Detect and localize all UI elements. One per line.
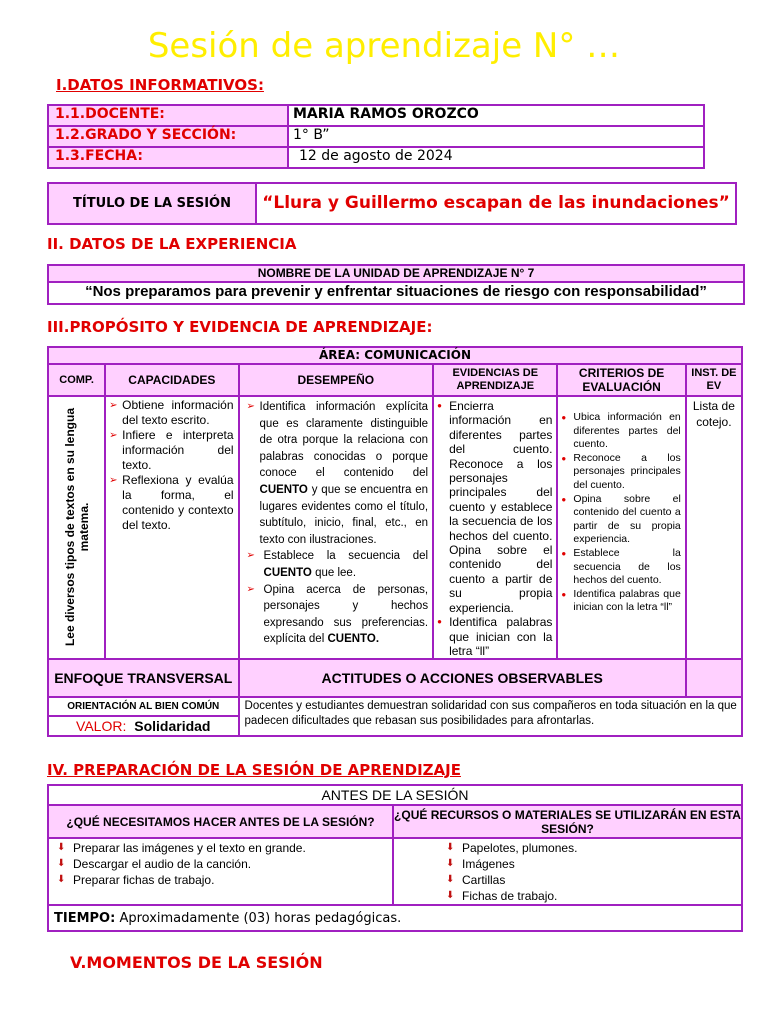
acciones-cell — [48, 838, 393, 905]
desempeno-item: ➢ Identifica información explícita que es claramente distinguible de otra porque la relaciona con palabras conocidas o porque conoce el contenido del CUENTO y que se encuentra en lugares evidentes como el título, subtítulo, inicio, final, etc., en texto con ilustraciones. — [247, 399, 429, 548]
capacidades-cell — [105, 396, 238, 659]
evidencia-item: ● Identifica palabras que inician con la letra “ll” — [437, 615, 552, 658]
header-comp: COMP. — [48, 364, 105, 396]
recurso-item: ⬇ Papelotes, plumones. — [438, 840, 741, 856]
enfoque-label: ENFOQUE TRANSVERSAL — [48, 659, 239, 697]
header-evidencias: EVIDENCIAS DE APRENDIZAJE — [433, 364, 557, 396]
tiempo-value: Aproximadamente (03) horas pedagógicas. — [115, 910, 402, 926]
desempeno-cell — [239, 396, 434, 659]
section-datos-experiencia: II. DATOS DE LA EXPERIENCIA — [47, 235, 297, 253]
evidencia-item: ● Encierra información en diferentes partes del cuento. Reconoce a los personajes principales del cuento y establece la secuencia de los hechos del cuento. Opina sobre el contenido del cuento a partir de su propia experiencia. — [437, 399, 552, 615]
preparacion-table — [47, 784, 743, 932]
actitud-descripcion: Docentes y estudiantes demuestran solidaridad con sus compañeros en toda situación en la que padecen dificultades que rebasan sus posibilidades para afrontarlas. — [239, 697, 742, 736]
criterio-item: ● Ubica información en diferentes partes del cuento. — [561, 411, 680, 452]
proposito-table — [47, 346, 743, 737]
criterio-item: ● Reconoce a los personajes principales del cuento. — [561, 452, 680, 493]
unidad-value: “Nos preparamos para prevenir y enfrentar situaciones de riesgo con responsabilidad” — [48, 282, 744, 304]
header-instrumento: INST. DE EV — [686, 364, 742, 396]
enfoque-empty — [686, 659, 742, 697]
capacidad-item: ➢ Infiere e interpreta información del texto. — [109, 428, 233, 473]
desempeno-item: ➢ Opina acerca de personas, personajes y hechos expresando sus preferencias. explícita del CUENTO. — [247, 582, 429, 648]
criterio-item: ● Establece la secuencia de los hechos del cuento. — [561, 547, 680, 588]
desempeno-item: ➢ Establece la secuencia del CUENTO que lee. — [247, 548, 429, 581]
grado-label: 1.2.GRADO Y SECCIÓN: — [48, 126, 288, 147]
capacidad-item: ➢ Reflexiona y evalúa la forma, el contenido y contexto del texto. — [109, 473, 233, 533]
header-desempeno: DESEMPEÑO — [239, 364, 434, 396]
docente-label: 1.1.DOCENTE: — [48, 105, 288, 126]
actitudes-label: ACTITUDES O ACCIONES OBSERVABLES — [239, 659, 686, 697]
titulo-table — [47, 182, 737, 225]
antes-header: ANTES DE LA SESIÓN — [48, 785, 742, 805]
recursos-cell — [393, 838, 742, 905]
valor-label: VALOR: — [76, 718, 127, 735]
fecha-value: 12 de agosto de 2024 — [288, 147, 704, 168]
competencia-cell — [48, 396, 105, 659]
header-capacidades: CAPACIDADES — [105, 364, 238, 396]
evidencias-cell — [433, 396, 557, 659]
competencia-text: Lee diversos tipos de textos en su lengua matema. — [63, 407, 91, 647]
area-header: ÁREA: COMUNICACIÓN — [48, 347, 742, 364]
unidad-label: NOMBRE DE LA UNIDAD DE APRENDIZAJE N° 7 — [48, 265, 744, 282]
orientacion-label: ORIENTACIÓN AL BIEN COMÚN — [48, 697, 239, 716]
section-datos-informativos: I.DATOS INFORMATIVOS: — [56, 76, 264, 94]
accion-item: ⬇ Descargar el audio de la canción. — [49, 856, 392, 872]
fecha-label: 1.3.FECHA: — [48, 147, 288, 168]
criterio-item: ● Identifica palabras que inician con la letra “ll” — [561, 588, 680, 615]
capacidad-item: ➢ Obtiene información del texto escrito. — [109, 398, 233, 428]
criterios-cell — [557, 396, 685, 659]
accion-item: ⬇ Preparar las imágenes y el texto en grande. — [49, 840, 392, 856]
section-proposito: III.PROPÓSITO Y EVIDENCIA DE APRENDIZAJE: — [47, 318, 433, 336]
tiempo-label: TIEMPO: — [54, 910, 116, 926]
grado-value: 1° B” — [288, 126, 704, 147]
valor-value: Solidaridad — [134, 718, 211, 735]
docente-value: MARIA RAMOS OROZCO — [288, 105, 704, 126]
section-momentos: V.MOMENTOS DE LA SESIÓN — [70, 953, 323, 972]
recurso-item: ⬇ Fichas de trabajo. — [438, 888, 741, 904]
recurso-item: ⬇ Imágenes — [438, 856, 741, 872]
question-recursos: ¿QUÉ RECURSOS O MATERIALES SE UTILIZARÁN EN ESTA SESIÓN? — [393, 805, 742, 838]
page-title: Sesión de aprendizaje N° … — [147, 26, 621, 66]
criterio-item: ● Opina sobre el contenido del cuento a partir de su propia experiencia. — [561, 493, 680, 547]
titulo-label: TÍTULO DE LA SESIÓN — [48, 183, 256, 224]
valor-cell — [48, 716, 239, 736]
instrumento-cell: Lista de cotejo. — [686, 396, 742, 659]
unidad-table — [47, 264, 745, 305]
section-preparacion: IV. PREPARACIÓN DE LA SESIÓN DE APRENDIZAJE — [47, 761, 461, 779]
question-antes: ¿QUÉ NECESITAMOS HACER ANTES DE LA SESIÓN? — [48, 805, 393, 838]
header-criterios: CRITERIOS DE EVALUACIÓN — [557, 364, 685, 396]
accion-item: ⬇ Preparar fichas de trabajo. — [49, 872, 392, 888]
tiempo-cell — [48, 905, 742, 931]
titulo-value: “Llura y Guillermo escapan de las inundaciones” — [256, 183, 736, 224]
info-table — [47, 104, 705, 169]
recurso-item: ⬇ Cartillas — [438, 872, 741, 888]
